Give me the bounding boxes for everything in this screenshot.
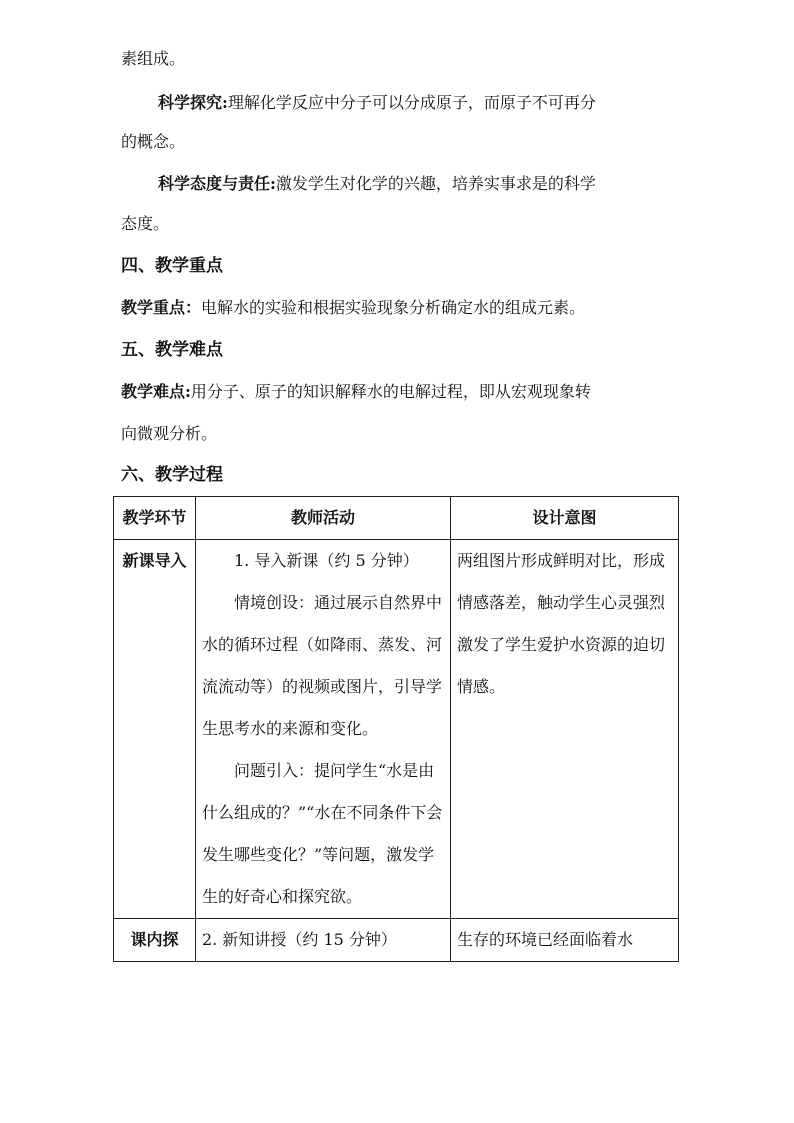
section4-label: 教学重点： xyxy=(121,298,202,317)
sci-inquiry-line xyxy=(158,93,596,113)
row-stage: 课内探 xyxy=(114,919,196,962)
intro-line: 素组成。 xyxy=(121,49,186,68)
section4-line xyxy=(121,298,585,318)
activity-paragraph: 情境创设：通过展示自然界中水的循环过程（如降雨、蒸发、河流流动等）的视频或图片，引导学生思考水的来源和变化。 xyxy=(202,593,443,738)
section5-line xyxy=(121,382,591,402)
row-stage: 新课导入 xyxy=(114,540,196,919)
row-activity xyxy=(196,540,451,919)
section5-heading: 五、教学难点 xyxy=(121,340,223,360)
table-header-row xyxy=(114,497,679,540)
section5-cont: 向微观分析。 xyxy=(121,424,218,443)
row-intent: 生存的环境已经面临着水 xyxy=(451,919,679,962)
sci-inquiry-label: 科学探究: xyxy=(158,93,228,112)
sci-inquiry-text: 理解化学反应中分子可以分成原子，而原子不可再分 xyxy=(227,93,596,112)
header-activity: 教师活动 xyxy=(196,497,451,540)
sci-attitude-line xyxy=(158,174,596,194)
section5-label: 教学难点: xyxy=(121,382,191,401)
table-row xyxy=(114,540,679,919)
sci-attitude-cont: 态度。 xyxy=(121,214,170,233)
section4-text: 电解水的实验和根据实验现象分析确定水的组成元素。 xyxy=(201,298,586,317)
activity-title: 1. 导入新课（约 5 分钟） xyxy=(234,551,419,570)
activity-title: 2. 新知讲授（约 15 分钟） xyxy=(202,930,397,949)
sci-attitude-text: 激发学生对化学的兴趣，培养实事求是的科学 xyxy=(275,174,596,193)
header-stage: 教学环节 xyxy=(114,497,196,540)
row-activity xyxy=(196,919,451,962)
teaching-process-table xyxy=(113,496,679,962)
row-intent: 两组图片形成鲜明对比，形成情感落差，触动学生心灵强烈激发了学生爱护水资源的迫切情感。 xyxy=(451,540,679,919)
section6-heading: 六、教学过程 xyxy=(121,465,223,485)
sci-attitude-label: 科学态度与责任: xyxy=(158,174,276,193)
activity-paragraph: 问题引入：提问学生“水是由什么组成的？”“水在不同条件下会发生哪些变化？”等问题，激发学生的好奇心和探究欲。 xyxy=(202,761,443,906)
section5-text: 用分子、原子的知识解释水的电解过程，即从宏观现象转 xyxy=(190,382,591,401)
section4-heading: 四、教学重点 xyxy=(121,256,223,276)
header-intent: 设计意图 xyxy=(451,497,679,540)
table-row xyxy=(114,919,679,962)
sci-inquiry-cont: 的概念。 xyxy=(121,132,186,151)
